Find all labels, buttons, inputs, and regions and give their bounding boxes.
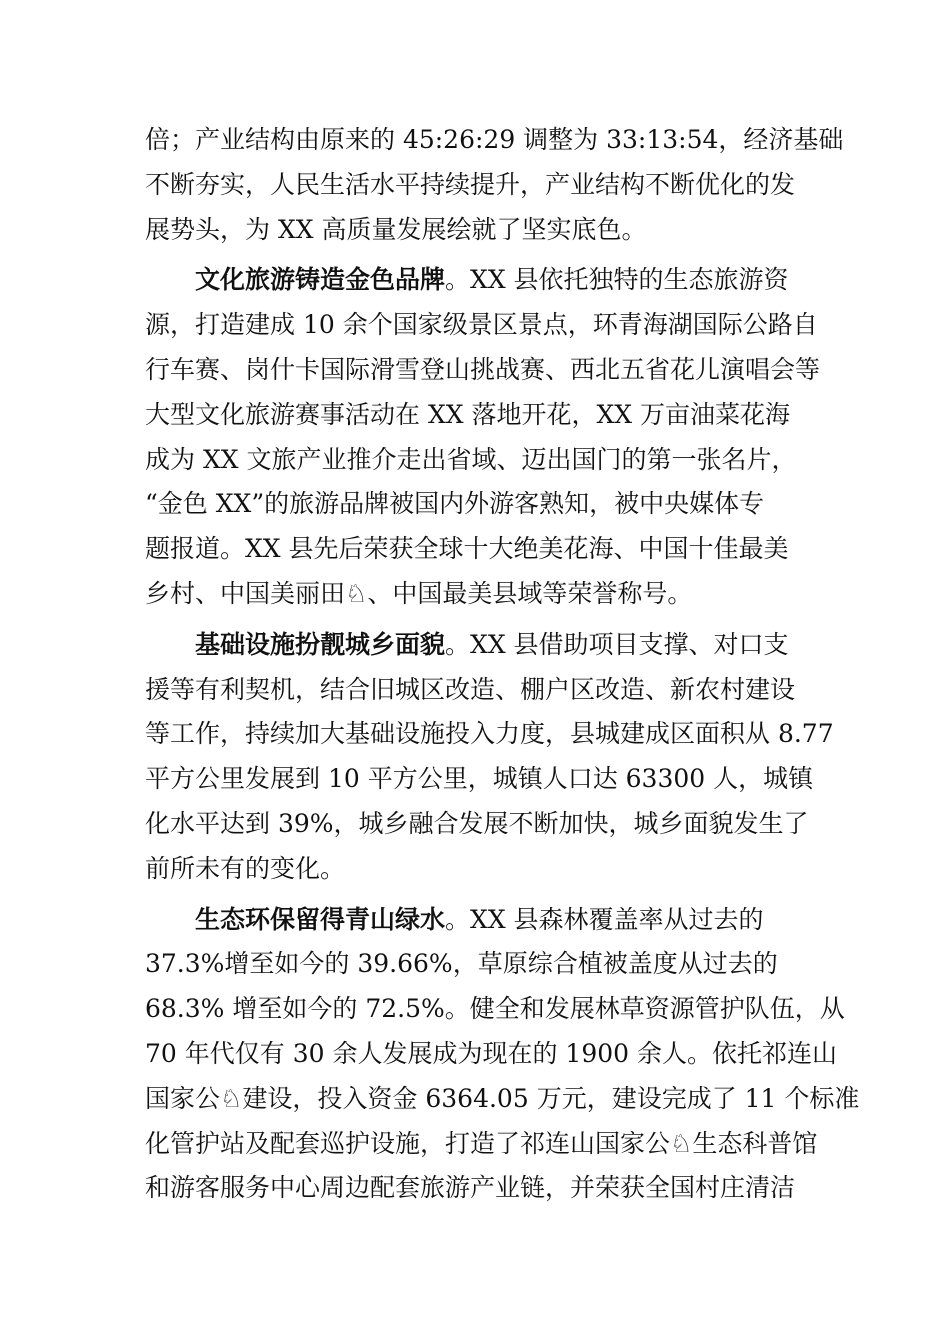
text-line: 成为 XX 文旅产业推介走出省域、迈出国门的第一张名片， — [145, 444, 797, 474]
text-line: 乡村、中国美丽田♘、中国最美县域等荣誉称号。 — [145, 578, 693, 608]
text-line: 68.3% 增至如今的 72.5%。健全和发展林草资源管护队伍，从 — [145, 994, 845, 1024]
text-line: 源，打造建成 10 余个国家级景区景点，环青海湖国际公路自 — [145, 310, 818, 340]
section-heading: 文化旅游铸造金色品牌 — [195, 265, 446, 295]
paragraph-first-line — [145, 898, 835, 943]
text-line: “金色 XX”的旅游品牌被国内外游客熟知，被中央媒体专 — [145, 489, 765, 519]
document-page — [145, 118, 860, 1211]
text-line: 展势头，为 XX 高质量发展绘就了坚实底色。 — [145, 214, 647, 244]
section-heading: 基础设施扮靓城乡面貌 — [195, 629, 446, 659]
text-line: 化水平达到 39%，城乡融合发展不断加快，城乡面貌发生了 — [145, 808, 809, 838]
text-line: 倍；产业结构由原来的 45:26:29 调整为 33:13:54，经济基础 — [145, 125, 844, 154]
text-line: 国家公♘建设，投入资金 6364.05 万元，建设完成了 11 个标准 — [145, 1083, 860, 1113]
paragraph-culture-tourism — [145, 258, 835, 616]
paragraph-economy-continued — [145, 118, 844, 252]
text-line: 和游客服务中心周边配套旅游产业链，并荣获全国村庄清洁 — [145, 1173, 796, 1203]
text-line: 等工作，持续加大基础设施投入力度，县城建成区面积从 8.77 — [145, 719, 834, 749]
text-line: 援等有利契机，结合旧城区改造、棚户区改造、新农村建设 — [145, 674, 796, 704]
text-run: 。XX 县借助项目支撑、对口支 — [445, 629, 789, 659]
text-run: 。XX 县森林覆盖率从过去的 — [445, 904, 764, 934]
text-line: 不断夯实，人民生活水平持续提升，产业结构不断优化的发 — [145, 169, 796, 199]
paragraph-first-line — [145, 623, 835, 668]
text-line: 37.3%增至如今的 39.66%，草原综合植被盖度从过去的 — [145, 949, 778, 979]
text-line: 大型文化旅游赛事活动在 XX 落地开花，XX 万亩油菜花海 — [145, 399, 791, 429]
text-line: 行车赛、岗什卡国际滑雪登山挑战赛、西北五省花儿演唱会等 — [145, 354, 821, 384]
text-line: 化管护站及配套巡护设施，打造了祁连山国家公♘生态科普馆 — [145, 1128, 818, 1158]
text-line: 70 年代仅有 30 余人发展成为现在的 1900 余人。依托祁连山 — [145, 1038, 837, 1068]
text-line: 前所未有的变化。 — [145, 853, 346, 883]
text-line: 平方公里发展到 10 平方公里，城镇人口达 63300 人，城镇 — [145, 764, 814, 794]
paragraph-first-line — [145, 258, 835, 303]
section-heading: 生态环保留得青山绿水 — [195, 904, 446, 934]
paragraph-infrastructure — [145, 623, 835, 892]
paragraph-ecology — [145, 898, 860, 1212]
text-run: 。XX 县依托独特的生态旅游资 — [445, 265, 789, 295]
text-line: 题报道。XX 县先后荣获全球十大绝美花海、中国十佳最美 — [145, 534, 789, 564]
